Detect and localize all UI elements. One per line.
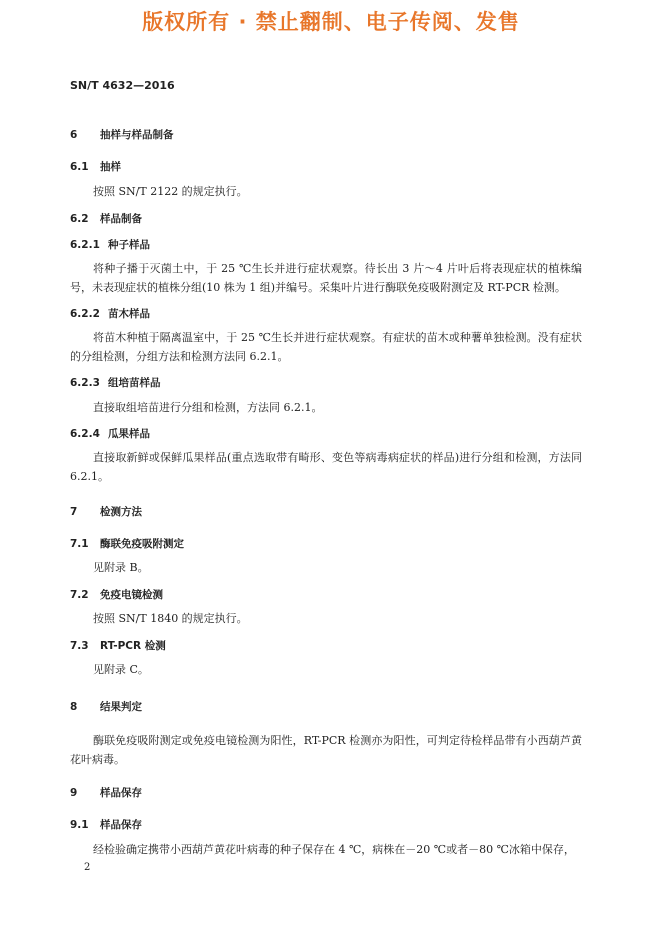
section-number: 7 bbox=[70, 506, 78, 518]
section-title: 瓜果样品 bbox=[108, 428, 150, 440]
section-title: RT-PCR 检测 bbox=[100, 640, 166, 652]
section-heading-7-2 bbox=[70, 587, 163, 602]
section-number: 6 bbox=[70, 129, 78, 141]
section-heading-7-3 bbox=[70, 638, 166, 653]
section-title: 免疫电镜检测 bbox=[100, 589, 163, 601]
paragraph-9-1: 经检验确定携带小西葫芦黄花叶病毒的种子保存在 4 ℃，病株在－20 ℃或者－80 ℃冰箱中保存， bbox=[93, 843, 575, 856]
section-title: 种子样品 bbox=[108, 239, 150, 251]
paragraph-7-3: 见附录 C。 bbox=[93, 663, 149, 676]
section-heading-6-2-3 bbox=[70, 375, 161, 390]
section-heading-6 bbox=[70, 127, 174, 142]
section-number: 8 bbox=[70, 701, 78, 713]
section-title: 结果判定 bbox=[100, 701, 142, 713]
section-number: 7.3 bbox=[70, 640, 89, 652]
paragraph-8: 酶联免疫吸附测定或免疫电镜检测为阳性，RT-PCR 检测亦为阳性，可判定待检样品带有小西葫芦黄花叶病毒。 bbox=[70, 734, 582, 766]
section-heading-8 bbox=[70, 699, 142, 714]
paragraph-6-2-3: 直接取组培苗进行分组和检测，方法同 6.2.1。 bbox=[93, 401, 323, 414]
section-heading-6-2 bbox=[70, 211, 142, 226]
section-title: 样品保存 bbox=[100, 787, 142, 799]
section-number: 6.2.4 bbox=[70, 428, 100, 440]
page-number: 2 bbox=[84, 862, 91, 873]
standard-code: SN/T 4632—2016 bbox=[70, 79, 175, 92]
section-number: 9.1 bbox=[70, 819, 89, 831]
section-number: 7.2 bbox=[70, 589, 89, 601]
section-title: 组培苗样品 bbox=[108, 377, 161, 389]
copyright-watermark: 版权所有 · 禁止翻制、电子传阅、发售 bbox=[142, 10, 520, 34]
section-heading-6-2-4 bbox=[70, 426, 150, 441]
section-heading-6-1 bbox=[70, 159, 121, 174]
section-number: 6.2.2 bbox=[70, 308, 100, 320]
paragraph-7-2: 按照 SN/T 1840 的规定执行。 bbox=[93, 612, 248, 625]
section-title: 酶联免疫吸附测定 bbox=[100, 538, 184, 550]
section-number: 7.1 bbox=[70, 538, 89, 550]
section-title: 样品保存 bbox=[100, 819, 142, 831]
section-heading-9-1 bbox=[70, 817, 142, 832]
section-heading-9 bbox=[70, 785, 142, 800]
paragraph-6-2-1: 将种子播于灭菌土中，于 25 ℃生长并进行症状观察。待长出 3 片～4 片叶后将表现症状的植株编号，未表现症状的植株分组(10 株为 1 组)并编号。采集叶片进行酶联免疫吸附测定及 RT-PCR 检测。 bbox=[70, 262, 582, 294]
paragraph-7-1: 见附录 B。 bbox=[93, 561, 149, 574]
section-title: 检测方法 bbox=[100, 506, 142, 518]
section-heading-7-1 bbox=[70, 536, 184, 551]
paragraph-6-2-2: 将苗木种植于隔离温室中，于 25 ℃生长并进行症状观察。有症状的苗木或种薯单独检测。没有症状的分组检测，分组方法和检测方法同 6.2.1。 bbox=[70, 331, 582, 363]
section-title: 抽样与样品制备 bbox=[100, 129, 174, 141]
section-title: 苗木样品 bbox=[108, 308, 150, 320]
section-number: 6.1 bbox=[70, 161, 89, 173]
section-title: 抽样 bbox=[100, 161, 121, 173]
section-number: 9 bbox=[70, 787, 78, 799]
section-number: 6.2 bbox=[70, 213, 89, 225]
section-number: 6.2.3 bbox=[70, 377, 100, 389]
paragraph-6-1: 按照 SN/T 2122 的规定执行。 bbox=[93, 185, 248, 198]
section-number: 6.2.1 bbox=[70, 239, 100, 251]
section-title: 样品制备 bbox=[100, 213, 142, 225]
section-heading-7 bbox=[70, 504, 142, 519]
section-heading-6-2-2 bbox=[70, 306, 150, 321]
section-heading-6-2-1 bbox=[70, 237, 150, 252]
paragraph-6-2-4: 直接取新鲜或保鲜瓜果样品(重点选取带有畸形、变色等病毒病症状的样品)进行分组和检测，方法同 6.2.1。 bbox=[70, 451, 582, 483]
